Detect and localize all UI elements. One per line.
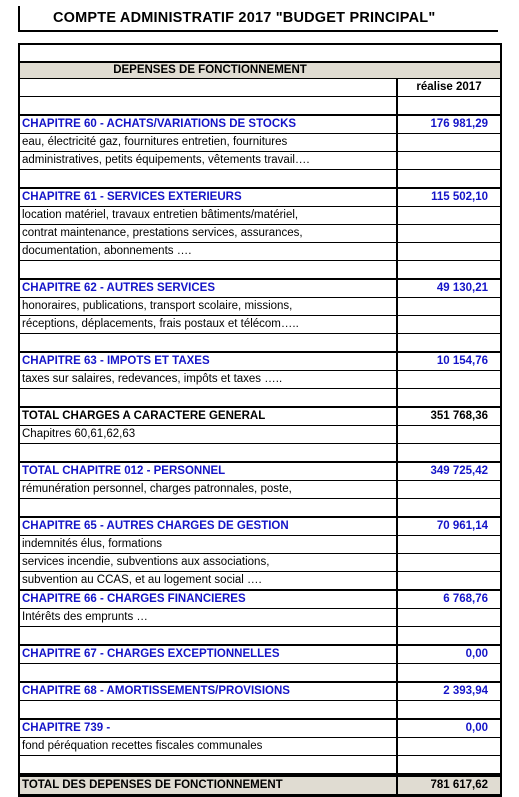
description-row <box>20 554 500 572</box>
row-amount: 0,00 <box>396 720 500 737</box>
description-row <box>20 536 500 554</box>
chapter-row <box>20 280 500 298</box>
row-label: CHAPITRE 68 - AMORTISSEMENTS/PROVISIONS <box>22 685 290 697</box>
column-header-amount: réalise 2017 <box>396 79 500 96</box>
row-label: location matériel, travaux entretien bâtiments/matériel, <box>22 209 299 221</box>
chapter-row <box>20 518 500 536</box>
blank-row <box>20 261 500 280</box>
row-label: indemnités élus, formations <box>22 538 162 550</box>
row-label: subvention au CCAS, et au logement social …. <box>22 574 262 586</box>
row-label <box>20 627 396 644</box>
budget-table <box>18 43 502 797</box>
row-amount <box>396 609 500 626</box>
row-amount: 351 768,36 <box>396 408 500 425</box>
row-label: CHAPITRE 65 - AUTRES CHARGES DE GESTION <box>22 520 289 532</box>
blank-row <box>20 97 500 116</box>
row-label: CHAPITRE 62 - AUTRES SERVICES <box>22 282 215 294</box>
row-amount <box>396 134 500 151</box>
row-amount <box>396 371 500 388</box>
row-label: CHAPITRE 739 - <box>22 722 111 734</box>
row-amount: 0,00 <box>396 646 500 663</box>
row-label <box>20 444 396 461</box>
row-label <box>20 97 396 114</box>
row-label: eau, électricité gaz, fournitures entretien, fournitures <box>22 136 288 148</box>
row-amount: 115 502,10 <box>396 189 500 206</box>
row-label: rémunération personnel, charges patronnales, poste, <box>22 483 292 495</box>
row-amount: 6 768,76 <box>396 591 500 608</box>
row-label <box>20 261 396 278</box>
row-label <box>20 389 396 406</box>
row-amount <box>396 334 500 351</box>
row-label: CHAPITRE 66 - CHARGES FINANCIERES <box>22 593 246 605</box>
row-amount <box>396 481 500 498</box>
row-label: services incendie, subventions aux associations, <box>22 556 270 568</box>
description-row <box>20 609 500 627</box>
blank-row <box>20 701 500 720</box>
row-amount <box>396 756 500 773</box>
chapter-row <box>20 189 500 207</box>
row-amount: 349 725,42 <box>396 463 500 480</box>
row-label: fond péréquation recettes fiscales communales <box>22 740 263 752</box>
row-amount: 49 130,21 <box>396 280 500 297</box>
description-row <box>20 134 500 152</box>
row-label: taxes sur salaires, redevances, impôts et taxes ….. <box>22 373 283 385</box>
row-label: TOTAL DES DEPENSES DE FONCTIONNEMENT <box>22 779 283 791</box>
description-row <box>20 738 500 756</box>
row-label: TOTAL CHAPITRE 012 - PERSONNEL <box>22 465 226 477</box>
row-label <box>20 701 396 718</box>
row-label: contrat maintenance, prestations services, assurances, <box>22 227 303 239</box>
blank-row <box>20 499 500 518</box>
row-amount <box>396 97 500 114</box>
row-label: réceptions, déplacements, frais postaux et télécom….. <box>22 318 299 330</box>
row-amount <box>396 701 500 718</box>
chapter-row <box>20 720 500 738</box>
row-label: CHAPITRE 63 - IMPOTS ET TAXES <box>22 355 210 367</box>
column-header-label <box>20 79 396 96</box>
chapter-row <box>20 463 500 481</box>
row-label <box>20 664 396 681</box>
row-amount <box>396 554 500 571</box>
chapter-row <box>20 116 500 134</box>
row-label: CHAPITRE 67 - CHARGES EXCEPTIONNELLES <box>22 648 280 660</box>
row-label: Chapitres 60,61,62,63 <box>22 428 136 440</box>
row-amount <box>396 316 500 333</box>
description-row <box>20 316 500 334</box>
blank-row <box>20 170 500 189</box>
row-label: TOTAL CHARGES A CARACTERE GENERAL <box>22 410 266 422</box>
row-amount <box>396 664 500 681</box>
row-amount <box>396 225 500 242</box>
row-amount: 70 961,14 <box>396 518 500 535</box>
row-label <box>20 170 396 187</box>
row-amount: 781 617,62 <box>396 777 500 794</box>
column-header-row <box>20 79 500 97</box>
row-amount <box>396 572 500 589</box>
description-row <box>20 225 500 243</box>
row-amount <box>396 243 500 260</box>
description-row <box>20 426 500 444</box>
blank-row <box>20 334 500 353</box>
blank-row <box>20 444 500 463</box>
blank-row <box>20 627 500 646</box>
row-label: administratives, petits équipements, vêtements travail…. <box>22 154 310 166</box>
row-amount <box>396 152 500 169</box>
row-amount <box>396 261 500 278</box>
total-row <box>20 408 500 426</box>
description-row <box>20 572 500 591</box>
row-label: Intérêts des emprunts … <box>22 611 148 623</box>
description-row <box>20 371 500 389</box>
blank-row <box>20 756 500 775</box>
row-amount: 176 981,29 <box>396 116 500 133</box>
chapter-row <box>20 591 500 609</box>
row-amount: 2 393,94 <box>396 683 500 700</box>
page-title: COMPTE ADMINISTRATIF 2017 "BUDGET PRINCIPAL" <box>18 6 498 32</box>
row-amount <box>396 627 500 644</box>
chapter-row <box>20 353 500 371</box>
grand-total-row <box>20 775 500 795</box>
chapter-row <box>20 646 500 664</box>
description-row <box>20 298 500 316</box>
description-row <box>20 152 500 170</box>
row-label: honoraires, publications, transport scolaire, missions, <box>22 300 293 312</box>
description-row <box>20 243 500 261</box>
row-amount <box>396 499 500 516</box>
section-header: DEPENSES DE FONCTIONNEMENT <box>20 63 500 79</box>
blank-row <box>20 389 500 408</box>
description-row <box>20 481 500 499</box>
row-amount: 10 154,76 <box>396 353 500 370</box>
chapter-row <box>20 683 500 701</box>
row-amount <box>396 207 500 224</box>
row-label <box>20 756 396 773</box>
blank-row <box>20 43 500 63</box>
row-label <box>20 334 396 351</box>
row-amount <box>396 426 500 443</box>
row-amount <box>396 536 500 553</box>
row-label <box>20 499 396 516</box>
row-label: CHAPITRE 60 - ACHATS/VARIATIONS DE STOCKS <box>22 118 297 130</box>
row-amount <box>396 389 500 406</box>
table-body <box>20 97 500 795</box>
row-amount <box>396 444 500 461</box>
description-row <box>20 207 500 225</box>
row-amount <box>396 170 500 187</box>
row-amount <box>396 298 500 315</box>
row-label: CHAPITRE 61 - SERVICES EXTERIEURS <box>22 191 242 203</box>
blank-row <box>20 664 500 683</box>
row-label: documentation, abonnements …. <box>22 245 192 257</box>
row-amount <box>396 738 500 755</box>
